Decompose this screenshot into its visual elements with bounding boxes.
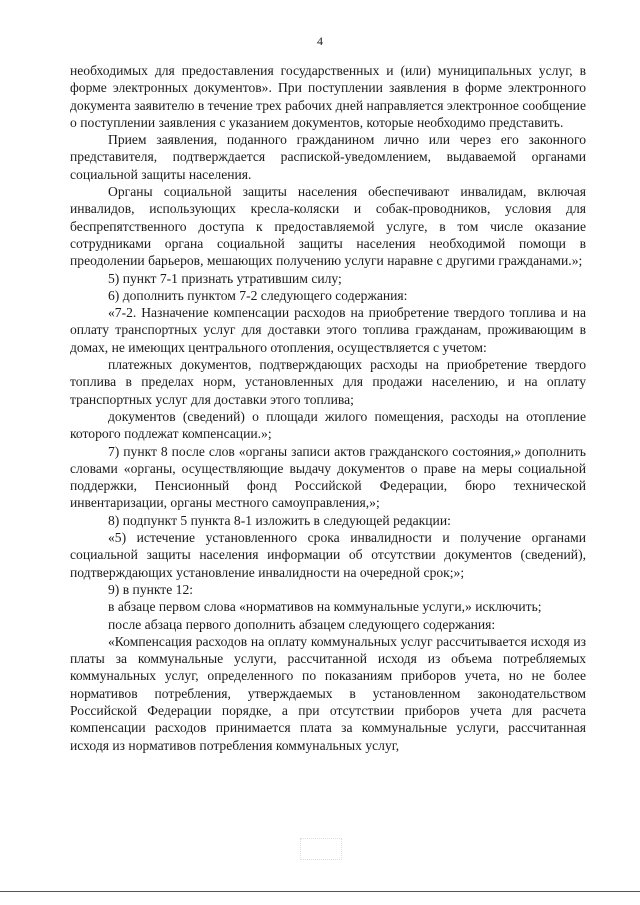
paragraph-6: «7-2. Назначение компенсации расходов на приобретение твердого топлива и на оплату транспортных услуг для доставки этого топлива гражданам, проживающим в домах, не имеющих центрального отопления, осуществляется с учетом: (70, 305, 586, 355)
paragraph-15: «Компенсация расходов на оплату коммунальных услуг рассчитывается исходя из платы за коммунальные услуги, рассчитанной исходя из объема потребляемых коммунальных услуг, определенного по показаниям приборов учета, но не более нормативов потребления, утверждаемых в установленном законодательством Российской Федерации порядке, а при отсутствии приборов учета для расчета компенсации расходов принимается плата за коммунальные услуги, рассчитанная исходя из нормативов потребления коммунальных услуг, (70, 633, 586, 753)
paragraph-13: в абзаце первом слова «нормативов на коммунальные услуги,» исключить; (108, 599, 542, 615)
paragraph-12: 9) в пункте 12: (108, 581, 194, 597)
paragraph-8: документов (сведений) о площади жилого помещения, расходы на отопление которого подлежат компенсации.»; (70, 408, 586, 442)
page-number: 4 (317, 34, 323, 48)
paragraph-10: 8) подпункт 5 пункта 8-1 изложить в следующей редакции: (108, 512, 451, 528)
bottom-rule (0, 891, 640, 892)
paragraph-2: Прием заявления, поданного гражданином лично или через его законного представителя, подтверждается распиской-уведомлением, выдаваемой органами социальной защиты населения. (70, 132, 586, 182)
paragraph-9: 7) пункт 8 после слов «органы записи актов гражданского состояния,» дополнить словами «органы, осуществляющие выдачу документов о праве на меры социальной поддержки, Пенсионный фонд Российской Федерации, бюро технической инвентаризации, органы местного самоуправления,»; (70, 443, 586, 511)
paragraph-1: необходимых для предоставления государственных и (или) муниципальных услуг, в форме электронных документов». При поступлении заявления в форме электронного документа заявителю в течение трех рабочих дней направляется электронное сообщение о поступлении заявления с указанием документов, которые необходимо представить. (70, 63, 586, 130)
paragraph-11: «5) истечение установленного срока инвалидности и получение органами социальной защиты населения информации об отсутствии документов (сведений), подтверждающих установление инвалидности на очередной срок;»; (70, 530, 586, 580)
paragraph-4: 5) пункт 7-1 признать утратившим силу; (108, 270, 342, 286)
document-body (70, 62, 586, 754)
paragraph-3: Органы социальной защиты населения обеспечивают инвалидам, включая инвалидов, использующих кресла-коляски и собак-проводников, условия для беспрепятственного доступа к предоставляемой услуге, в том числе оказание сотрудниками органа социальной защиты населения необходимой помощи в преодолении барьеров, мешающих получению услуги наравне с другими гражданами.»; (70, 184, 586, 269)
faint-stamp-mark (300, 838, 342, 860)
paragraph-7: платежных документов, подтверждающих расходы на приобретение твердого топлива в пределах норм, установленных для продажи населению, и на оплату транспортных услуг для доставки этого топлива; (70, 357, 586, 407)
paragraph-14: после абзаца первого дополнить абзацем следующего содержания: (108, 616, 496, 632)
paragraph-5: 6) дополнить пунктом 7-2 следующего содержания: (108, 287, 408, 303)
